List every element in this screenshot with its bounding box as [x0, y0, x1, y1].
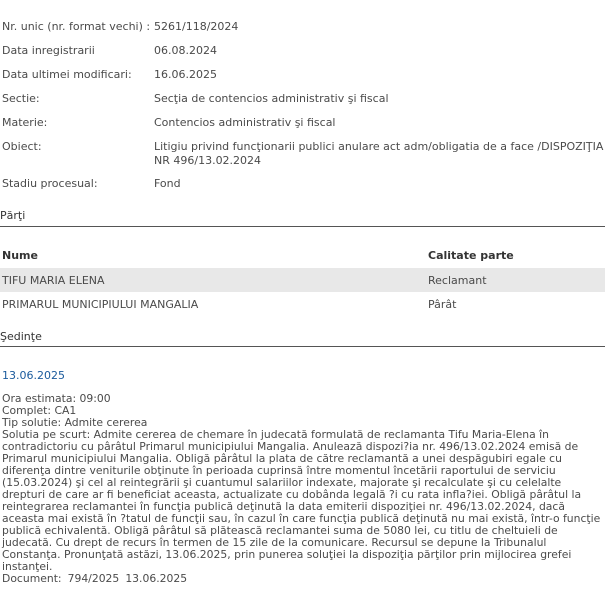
sedinte-divider — [0, 346, 605, 347]
hearing-date: 13.06.2025 — [2, 369, 65, 382]
party-role: Reclamant — [428, 274, 487, 287]
document-number: 794/2025 — [67, 572, 120, 585]
materie-label: Materie: — [2, 116, 48, 129]
document-line — [2, 573, 602, 585]
table-row — [0, 268, 605, 292]
solution-summary: Solutia pe scurt: Admite cererea de chemare în judecată formulată de reclamanta Tifu Maria-Elena în contradictoriu cu pârâtul Primarul municipiului Mangalia. Anulează dispozi?ia nr. 496/13.02.2024 emisă de Primarul municipiului Mangalia. Obligă pârâtul la plata de către reclamantă a unei despăgubiri egale cu diferenţa dintre veniturile obţinute în perioada cuprinsă între momentul încetării raportului de serviciu (15.03.2024) şi cel al reintegrării şi cuantumul salariilor indexate, majorate şi recalculate şi cu celelalte drepturi de care ar fi beneficiat aceasta, actualizate cu dobânda legală ?i cu rata infla?iei. Obligă pârâtul la reintegrarea reclamantei în funcţia publică deţinută la data emiterii dispoziţiei nr. 496/13.02.2024, dacă aceasta mai există în ?tatul de funcţii sau, în cazul în care funcţia publică deţinută nu mai există, într-o funcţie publică echivalentă. Obligă pârâtul să plătească reclamantei suma de 5080 lei, cu titlu de cheltuieli de judecată. Cu drept de recurs în termen de 15 zile de la comunicare. Recursul se depune la Tribunalul Constanţa. Pronunţată astăzi, 13.06.2025, prin punerea soluţiei la dispoziţia părţilor prin mijlocirea grefei instanţei. — [2, 428, 601, 573]
solution-type: Tip solutie: Admite cererea — [2, 416, 148, 429]
sectie-value: Secţia de contencios administrativ şi fiscal — [154, 92, 389, 105]
data-inregistrarii-value: 06.08.2024 — [154, 44, 217, 57]
document-date: 13.06.2025 — [125, 572, 188, 585]
materie-value: Contencios administrativ şi fiscal — [154, 116, 336, 129]
sedinte-section-title: Şedinţe — [0, 330, 42, 343]
nr-unic-label: Nr. unic (nr. format vechi) : — [2, 20, 151, 33]
obiect-value: Litigiu privind funcţionarii publici anulare act adm/obligatia de a face /DISPOZIŢIA NR 496/13.02.2024 — [154, 140, 604, 167]
obiect-label: Obiect: — [2, 140, 42, 153]
hearing-details — [2, 393, 602, 585]
hearing-panel: Complet: CA1 — [2, 404, 77, 417]
party-role: Pârât — [428, 298, 457, 311]
party-name: PRIMARUL MUNICIPIULUI MANGALIA — [2, 298, 199, 311]
parti-table-header — [0, 246, 605, 264]
stadiu-label: Stadiu procesual: — [2, 177, 98, 190]
nr-unic-value: 5261/118/2024 — [154, 20, 239, 33]
data-modificarii-value: 16.06.2025 — [154, 68, 217, 81]
parti-section-title: Părţi — [0, 209, 26, 222]
data-inregistrarii-label: Data inregistrarii — [2, 44, 95, 57]
sectie-label: Sectie: — [2, 92, 40, 105]
col-header-name: Nume — [2, 249, 38, 262]
document-label: Document: — [2, 572, 62, 585]
party-name: TIFU MARIA ELENA — [2, 274, 105, 287]
parti-divider — [0, 226, 605, 227]
data-modificarii-label: Data ultimei modificari: — [2, 68, 132, 81]
table-row — [0, 292, 605, 316]
hearing-time: Ora estimata: 09:00 — [2, 392, 111, 405]
stadiu-value: Fond — [154, 177, 181, 190]
col-header-role: Calitate parte — [428, 249, 514, 262]
